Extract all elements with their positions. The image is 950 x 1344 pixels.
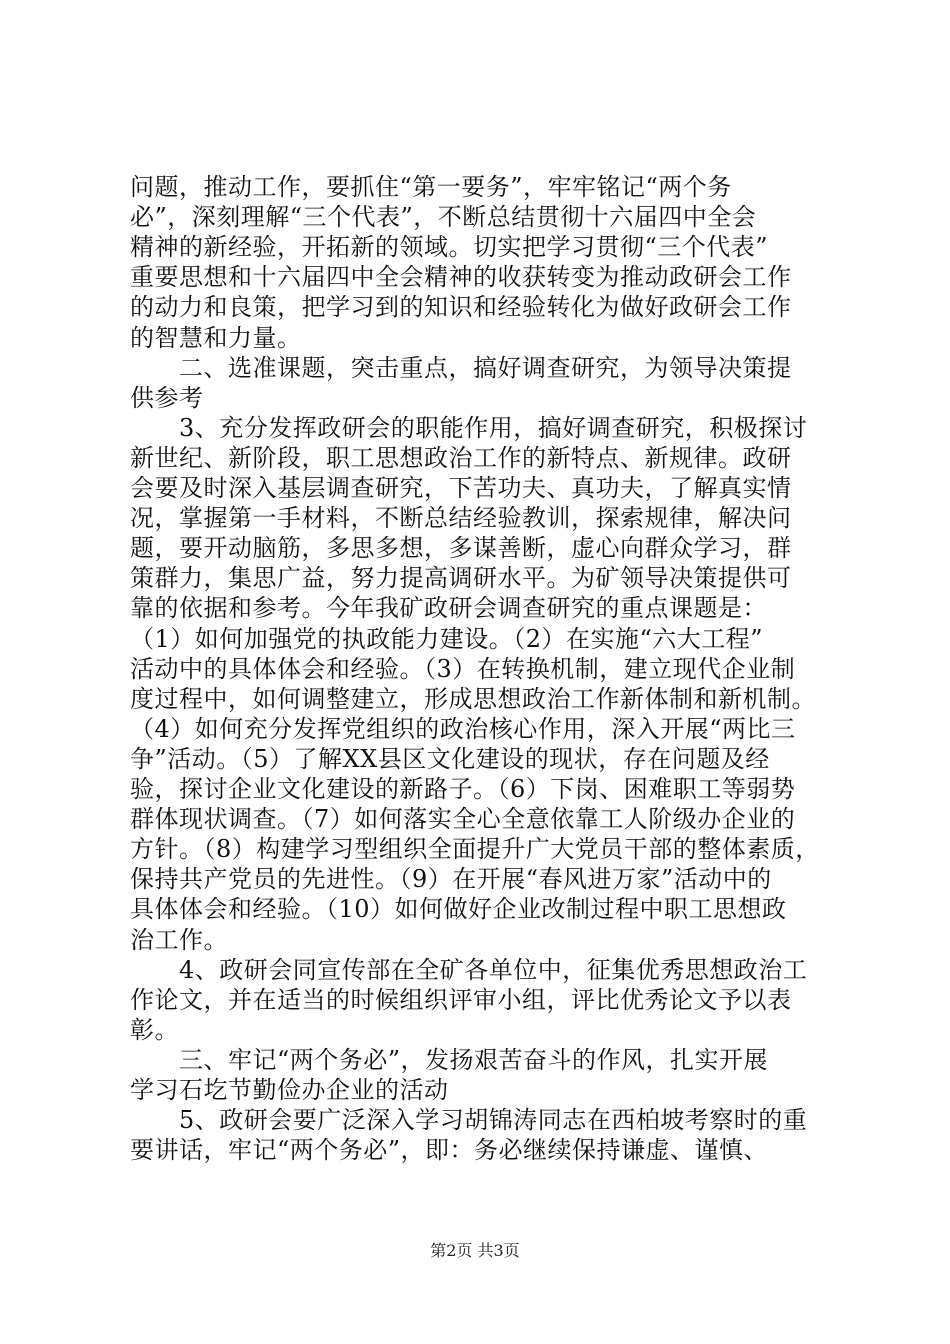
text-line: 供参考 [130,384,204,412]
text-line: （1）如何加强党的执政能力建设。（2）在实施“六大工程” [130,625,764,653]
text-line: 新世纪、新阶段，职工思想政治工作的新特点、新规律。政研 [130,444,792,472]
text-line: 彰。 [130,1016,179,1044]
text-line: 精神的新经验，开拓新的领域。切实把学习贯彻“三个代表” [130,233,769,261]
text-line: （4）如何充分发挥党组织的政治核心作用，深入开展“两比三 [130,715,796,743]
text-line: 题，要开动脑筋，多思多想，多谋善断，虚心向群众学习，群 [130,534,792,562]
text-line: 群体现状调查。（7）如何落实全心全意依靠工人阶级办企业的 [130,805,796,833]
text-line: 必”，深刻理解“三个代表”，不断总结贯彻十六届四中全会 [130,203,757,231]
text-line: 争”活动。（5）了解XX县区文化建设的现状，存在问题及经 [130,745,770,773]
text-line: 二、选准课题，突击重点，搞好调查研究，为领导决策提 [130,354,792,382]
text-line: 方针。（8）构建学习型组织全面提升广大党员干部的整体素质， [130,835,820,863]
text-line: 作论文，并在适当的时候组织评审小组，评比优秀论文予以表 [130,986,792,1014]
text-line: 5、政研会要广泛深入学习胡锦涛同志在西柏坡考察时的重 [130,1106,808,1134]
text-line: 况，掌握第一手材料，不断总结经验教训，探索规律，解决问 [130,504,792,532]
text-line: 策群力，集思广益，努力提高调研水平。为矿领导决策提供可 [130,564,792,592]
page-number-footer: 第2页 共3页 [430,1241,520,1260]
text-line: 3、充分发挥政研会的职能作用，搞好调查研究，积极探讨 [130,414,808,442]
text-line: 具体体会和经验。（10）如何做好企业改制过程中职工思想政 [130,895,787,923]
text-line: 治工作。 [130,926,228,954]
text-line: 的动力和良策，把学习到的知识和经验转化为做好政研会工作 [130,293,792,321]
text-line: 4、政研会同宣传部在全矿各单位中，征集优秀思想政治工 [130,956,808,984]
text-line: 度过程中，如何调整建立，形成思想政治工作新体制和新机制。 [130,685,816,713]
text-line: 靠的依据和参考。今年我矿政研会调查研究的重点课题是： [130,594,767,622]
text-line: 三、牢记“两个务必”，发扬艰苦奋斗的作风，扎实开展 [130,1046,769,1074]
text-line: 学习石圪节勤俭办企业的活动 [130,1076,449,1104]
text-line: 重要思想和十六届四中全会精神的收获转变为推动政研会工作 [130,263,792,291]
text-line: 要讲话，牢记“两个务必”，即：务必继续保持谦虚、谨慎、 [130,1136,769,1164]
text-line: 保持共产党员的先进性。（9）在开展“春风进万家”活动中的 [130,865,772,893]
text-line: 问题，推动工作，要抓住“第一要务”，牢牢铭记“两个务 [130,173,732,201]
text-line: 会要及时深入基层调查研究，下苦功夫、真功夫，了解真实情 [130,474,792,502]
text-line: 活动中的具体体会和经验。（3）在转换机制，建立现代企业制 [130,655,796,683]
text-line: 验，探讨企业文化建设的新路子。（6）下岗、困难职工等弱势 [130,775,796,803]
text-line: 的智慧和力量。 [130,324,302,352]
